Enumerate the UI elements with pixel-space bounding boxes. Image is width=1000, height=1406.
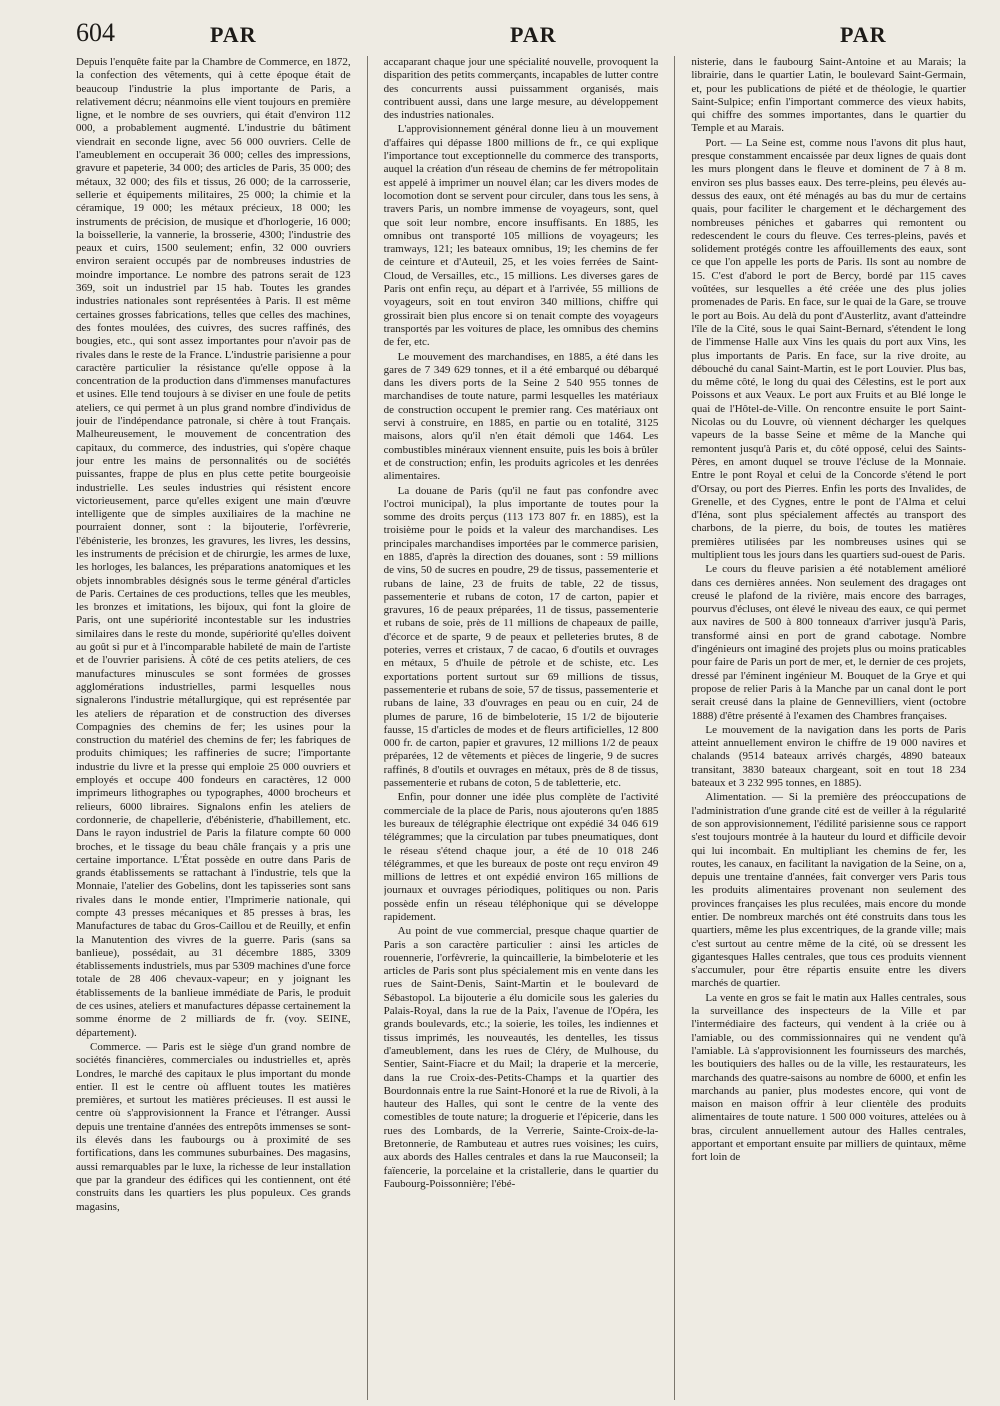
text-columns [76, 56, 966, 1400]
column-1 [76, 56, 351, 1400]
page-header [70, 14, 960, 54]
paragraph: La vente en gros se fait le matin aux Halles centrales, sous la surveillance des inspecteurs de la Ville et par l'intermédiaire des facteurs, qui vendent à la criée ou à l'amiable, ou des commissionnaires qui ne vendent qu'à l'amiable. Là s'approvisionnent les fournisseurs des marchés, les boutiquiers des halles ou de la ville, les restaurateurs, les marchands des quatre-saisons au nombre de 6000, et enfin les marchands au panier, plus modestes encore, qui vont de maison en maison offrir à leur clientèle des produits alimentaires de toute nature. 1 500 000 voitures, attelées ou à bras, circulent annuellement autour des Halles centrales, apportant et emportant ensuite par milliers de quintaux, même fort loin de [691, 991, 967, 1164]
page-number: 604 [76, 18, 115, 47]
running-head-center: PAR [510, 22, 557, 47]
paragraph: Le cours du fleuve parisien a été notablement amélioré dans ces dernières années. Non seulement des dragages ont creusé le plafond de la rivière, mais encore des barrages, pourvus d'écluses, ont élevé le niveau des eaux, ce qui permet aux navires de 500 à 800 tonneaux d'arriver jusqu'à Paris, transformé ainsi en port de grand cabotage. Nombre d'ingénieurs ont imaginé des projets plus ou moins praticables pour faire de Paris un port de mer, et, le dernier de ces projets, dressé par l'éminent ingénieur M. Bouquet de la Grye et qui propose de relier Paris à la Manche par un canal dont le port serait creusé dans la plaine de Gennevilliers, vient (octobre 1888) d'être présenté à l'examen des Chambres françaises. [691, 563, 967, 722]
paragraph: Depuis l'enquête faite par la Chambre de Commerce, en 1872, la confection des vêtements, qui à cette époque était de beaucoup l'industrie la plus importante de Paris, a relativement décru; néanmoins elle vient toujours en première ligne, et le nombre de ses ouvriers, qui était d'environ 112 000, a probablement augmenté. L'industrie du bâtiment viendrait en seconde ligne, avec 56 000 ouvriers. Celle de l'ameublement en occuperait 36 000; celles des impressions, gravure et papeterie, 34 000; des articles de Paris, 35 000; des métaux, 32 000; des fils et tissus, 26 000; de la carrosserie, sellerie et équipements militaires, 25 000; la chimie et la céramique, 19 000; les métaux précieux, 18 000; les instruments de précision, de musique et d'horlogerie, 16 000; la boissellerie, la vannerie, la brosserie, 4300; l'industrie des peaux et cuirs, 1500 seulement; enfin, 32 000 ouvriers environ seraient occupés par de nombreuses industries de moindre importance. Le nombre des patrons serait de 123 369, soit un industriel par 15 hab. Toutes les grandes industries nationales sont représentées à Paris. Il est même certaines grosses fabrications, telles que celles des machines, des fontes moulées, des cuivres, des sucres raffinés, des bougies, etc., qui sont assez importantes pour n'avoir pas de rivales dans le reste de la France. L'industrie parisienne a pour caractère particulier la résistance qu'elle oppose à la concentration de la production dans d'immenses manufactures et usines. Elle tend toujours à se diviser en une foule de petits ateliers, ce qui permet à un plus grand nombre d'individus de jouir de l'indépendance patronale, si chère à tout Français. Malheureusement, le mouvement de concentration des capitaux, du commerce, des industries, qui s'opère chaque jour entre les mains de personnalités ou de sociétés puissantes, frappe de plus en plus cette petite bourgeoisie industrielle. Les seules industries qui résistent encore victorieusement, parce qu'elles exigent une main d'œuvre intelligente que de simples auxiliaires de la machine ne pourraient donner, sont : la bijouterie, l'orfèvrerie, l'ébénisterie, les bronzes, les gravures, les livres, les dessins, les instruments de précision et de chirurgie, les armes de luxe, les horloges, les balances, les préparations anatomiques et les objets innombrables désignés sous le terme général d'articles de Paris. Certaines de ces productions, telles que les meubles, les bronzes et imitations, les bijoux, qui font la gloire de Paris, ont une supériorité incontestable sur les industries similaires dans le reste du monde, supériorité qu'elles doivent au goût si pur et à l'incomparable habileté de main de l'artiste et de l'ouvrier parisiens. À côté de ces petits ateliers, de ces manufactures minuscules se sont formées de grosses agglomérations industrielles, parmi lesquelles nous signalerons l'industrie métallurgique, qui est représentée par les ateliers de réparation et de construction des diverses Compagnies des chemins de fer; les usines pour la construction du matériel des chemins de fer; les fabriques de produits chimiques; les raffineries de sucre; l'importante industrie du livre et la presse qui emploie 25 000 ouvriers et employés et occupe 400 fondeurs en caractères, 12 000 imprimeurs lithographes ou typographes, 4000 brocheurs et relieurs, 6000 libraires. Signalons enfin les ateliers de cordonnerie, de chapellerie, d'ébénisterie, d'habillement, etc. Dans le rayon industriel de Paris la filature compte 60 000 broches, et le tissage du beau châle français y a pris une certaine importance. L'État possède en outre dans Paris de grands établissements se rattachant à l'industrie, tels que la Monnaie, l'atelier des Gobelins, dont les tapisseries sont sans rivales dans le monde entier, l'Imprimerie nationale, qui compte 43 presses mécaniques et 85 presses à bras, les Manufactures de tabac du Gros-Caillou et de Reuilly, et enfin la Manutention des vivres de la guerre. Paris (sans sa banlieue), possédait, au 31 décembre 1885, 3309 établissements industriels, mus par 5309 machines d'une force totale de 28 406 chevaux-vapeur; en y joignant les établissements de la banlieue immédiate de Paris, le produit de ces usines, ateliers et manufactures dépasse certainement la somme énorme de 2 milliards de fr. (voy. SEINE, département). [76, 56, 351, 1039]
running-head-right: PAR [840, 22, 887, 47]
paragraph: Au point de vue commercial, presque chaque quartier de Paris a son caractère particulier : ainsi les articles de rouennerie, l'orfèvrerie, la quincaillerie, la bimbeloterie et les articles de Paris sont plus spécialement mis en vente dans les rues de Saint-Denis, Saint-Martin et le boulevard de Sébastopol. La bijouterie a élu domicile sous les galeries du Palais-Royal, dans la rue de la Paix, l'avenue de l'Opéra, les grands boulevards, etc.; la soierie, les toiles, les indiennes et tissus imprimés, les nouveautés, les dentelles, les tissus d'ameublement, dans les rues de Cléry, de Mulhouse, du Sentier, Saint-Fiacre et du Mail; la draperie et la mercerie, dans la rue Croix-des-Petits-Champs et la quartier des Bourdonnais entre la rue Saint-Honoré et la rue de Rivoli, à la hauteur des Halles, qui sont le centre de la vente des comestibles de toute nature; la droguerie et l'épicerie, dans les rues des Lombards, de la Verrerie, Sainte-Croix-de-la-Bretonnerie, de Rambuteau et autres rues voisines; les cuirs, aux abords des Halles centrales et dans la rue Mauconseil; la faïencerie, la porcelaine et la cristallerie, dans le quartier du Faubourg-Poissonnière; l'ébé- [383, 925, 659, 1190]
paragraph: Enfin, pour donner une idée plus complète de l'activité commerciale de la place de Paris, nous ajouterons qu'en 1885 les bureaux de télégraphie électrique ont expédié 34 046 619 télégrammes; que la circulation par tubes pneumatiques, dont le réseau s'étend chaque jour, a été de 10 018 246 télégrammes, et que les bureaux de poste ont reçu environ 49 millions de lettres et ont expédié environ 165 millions de journaux et ouvrages périodiques, politiques ou non. Paris possède enfin un réseau téléphonique qui se développe rapidement. [383, 791, 659, 923]
paragraph: nisterie, dans le faubourg Saint-Antoine et au Marais; la librairie, dans le quartier Latin, le boulevard Saint-Germain, et, pour les publications de piété et de théologie, le quartier Saint-Sulpice; enfin l'important commerce des vieux habits, qui chiffre des sommes importantes, dans le quartier du Temple et au Marais. [691, 56, 967, 135]
column-3 [691, 56, 966, 1400]
running-head-left: PAR [210, 22, 257, 47]
paragraph: accaparant chaque jour une spécialité nouvelle, provoquent la disparition des petits commerçants, incapables de lutter contre des concurrents aussi puissamment organisés, mais contribuent aussi, dans une large mesure, au développement des industries nationales. [383, 56, 659, 122]
paragraph: Le mouvement de la navigation dans les ports de Paris atteint annuellement environ le chiffre de 19 000 navires et chalands (9514 bateaux arrivés chargés, 4890 bateaux transitant, 3830 bateaux chargeant, soit en tout 18 234 bateaux et 3 232 995 tonnes, en 1885). [691, 723, 967, 790]
column-divider [367, 56, 368, 1400]
paragraph: Port. — La Seine est, comme nous l'avons dit plus haut, presque constamment encaissée par deux lignes de quais dont les murs plongent dans le fleuve et dominent de 7 à 8 m. environ ses plus basses eaux. Des terre-pleins, peu élevés au-dessus des eaux, ont été ménagés au bas du mur de certains quais, pour faciliter le chargement et le déchargement des nombreuses péniches et gabarres qui remontent ou redescendent le cours du fleuve. Ces terres-pleins, pavés et solidement protégés contre les affouillements des eaux, sont ce que l'on appelle les ports de Paris. Ils sont au nombre de 15. C'est d'abord le port de Bercy, bordé par 115 caves voûtées, sur lesquelles a été créée une des plus jolies promenades de Paris. En face, sur le quai de la Gare, se trouve le port au Bois. Au delà du pont d'Austerlitz, avant d'atteindre l'île de la Cité, sous le quai Saint-Bernard, s'étendent le long de l'immense Halle aux Vins les quais du port aux Vins, les plus importants de Paris. En face, sur la rive droite, au débouché du canal Saint-Martin, est le port Louvier. Plus bas, du même côté, le long du quai des Célestins, est le port aux Poissons et aux Veaux. Le port aux Fruits et au Blé longe le quai de l'Hôtel-de-Ville. On rencontre ensuite le port Saint-Nicolas ou du Louvre, où viennent décharger les quelques vapeurs de la basse Seine et même de la Manche qui remontent jusqu'à Paris et, du côté opposé, celui des Saints-Pères, en amont duquel se trouve l'écluse de la Monnaie. Entre le pont Royal et celui de la Concorde s'étend le port d'Orsay, ou port des Pierres. Enfin les ports des Invalides, de Grenelle, et des Cygnes, entre le pont de l'Alma et celui d'Iéna, sont plus spécialement affectés au transport des charbons, de la pierre, du bois, de toutes les matières premières utilisées par les nombreuses usines qui se multiplient tous les jours dans les quartiers sud-ouest de Paris. [691, 136, 967, 561]
column-divider [674, 56, 675, 1400]
column-2 [384, 56, 659, 1400]
paragraph: Commerce. — Paris est le siège d'un grand nombre de sociétés financières, commerciales ou industrielles et, après Londres, le marché des capitaux le plus important du monde entier. Il est le centre où affluent toutes les matières premières, et surtout les matières précieuses. Il est aussi le centre où s'approvisionnent la France et l'étranger. Aussi depuis une trentaine d'années des entrepôts immenses se sont-ils élevés dans les faubourgs ou à proximité de ses fortifications, dans les communes suburbaines. Des magasins, aussi remarquables par le luxe, la richesse de leur installation que par la grandeur des édifices qui les contiennent, ont été construits dans les quartiers les plus populeux. Ces grands magasins, [76, 1040, 351, 1213]
paragraph: Le mouvement des marchandises, en 1885, a été dans les gares de 7 349 629 tonnes, et il a été embarqué ou débarqué dans les divers ports de la Seine 2 540 955 tonnes de marchandises de toute nature, parmi lesquelles les matériaux de construction occupent le premier rang. Ces matériaux ont servi à construire, en 1885, en partie ou en totalité, 3125 maisons, alors qu'il n'en était démoli que 1464. Les combustibles minéraux viennent ensuite, puis les bois à brûler et de construction; enfin, les produits agricoles et les denrées alimentaires. [383, 350, 659, 483]
paragraph: Alimentation. — Si la première des préoccupations de l'administration d'une grande cité est de veiller à la régularité de son approvisionnement, l'édilité parisienne sous ce rapport s'est toujours montrée à la hauteur du lourd et difficile devoir qui lui incombait. En multipliant les chemins de fer, les routes, les canaux, en facilitant la navigation de la Seine, on a, depuis une trentaine d'années, fait converger vers Paris tous les produits alimentaires provenant non seulement des provinces françaises les plus reculées, mais encore du monde entier. De nombreux marchés ont été construits dans tous les quartiers, même les plus excentriques, de la grande ville; mais c'est surtout au centre même de la cité, où se dressent les gigantesques Halles centrales, que tous ces produits viennent s'accumuler, pour être répartis ensuite entre les divers marchés de quartier. [691, 791, 967, 990]
paragraph: L'approvisionnement général donne lieu à un mouvement d'affaires qui dépasse 1800 millions de fr., ce qui explique l'importance tout exceptionnelle du commerce des transports, auquel la création d'un réseau de chemins de fer métropolitain est appelé à imprimer un nouvel élan; car les divers modes de locomotion dont se servent pour circuler, dans tous les sens, à travers Paris, un nombre immense de voyageurs, sont, quel que soit leur nombre, encore insuffisants. En 1885, les omnibus ont transporté 105 millions de voyageurs; les tramways, 121; les bateaux omnibus, 19; les chemins de fer de ceinture et d'Auteuil, 25, et les voies ferrées de Saint-Cloud, de Versailles, etc., 15 millions. Les diverses gares de Paris ont enfin reçu, au départ et à l'arrivée, 55 millions de voyageurs, soit en tout environ 340 millions, chiffre qui grossirait bien plus encore si on tenait compte des voyageurs transportés par les voitures de place, les omnibus des chemins de fer, etc. [383, 123, 659, 349]
paragraph: La douane de Paris (qu'il ne faut pas confondre avec l'octroi municipal), la plus importante de toutes pour la somme des droits perçus (113 173 807 fr. en 1885), est la troisième pour le poids et la valeur des marchandises. Les principales marchandises importées par le commerce parisien, en 1885, d'après la direction des douanes, sont : 59 millions de vins, 50 de sucres en poudre, 29 de tissus, passementerie et rubans de laine, 23 de fruits de table, 22 de tissus, passementerie et rubans de coton, 17 de carton, papier et gravures, 16 de peaux préparées, 11 de tissus, passementerie et rubans de soie, près de 11 millions de chapeaux de paille, d'écorce et de sparte, 9 de peaux et pelleteries brutes, 8 de poteries, verres et cristaux, 7 de cacao, 6 d'outils et ouvrages en métaux, 5 d'huile de pétrole et de schiste, etc. Les exportations portent surtout sur 69 millions de tissus, passementerie et rubans de soie, 57 de tissus, passementerie et rubans de laine, 33 d'ouvrages en peau ou en cuir, 24 de plumes de parure, 16 de bimbeloterie, 15 1/2 de bijouterie fausse, 15 d'articles de modes et de fleurs artificielles, 12 800 000 fr. de carton, papier et gravures, 12 millions 1/2 de peaux préparées, 12 de vêtements et pièces de lingerie, 9 de sucres raffinés, 8 d'outils et ouvrages en métaux, près de 8 de tissus, passementerie et rubans de coton, 5 de tabletterie, etc. [383, 484, 659, 790]
